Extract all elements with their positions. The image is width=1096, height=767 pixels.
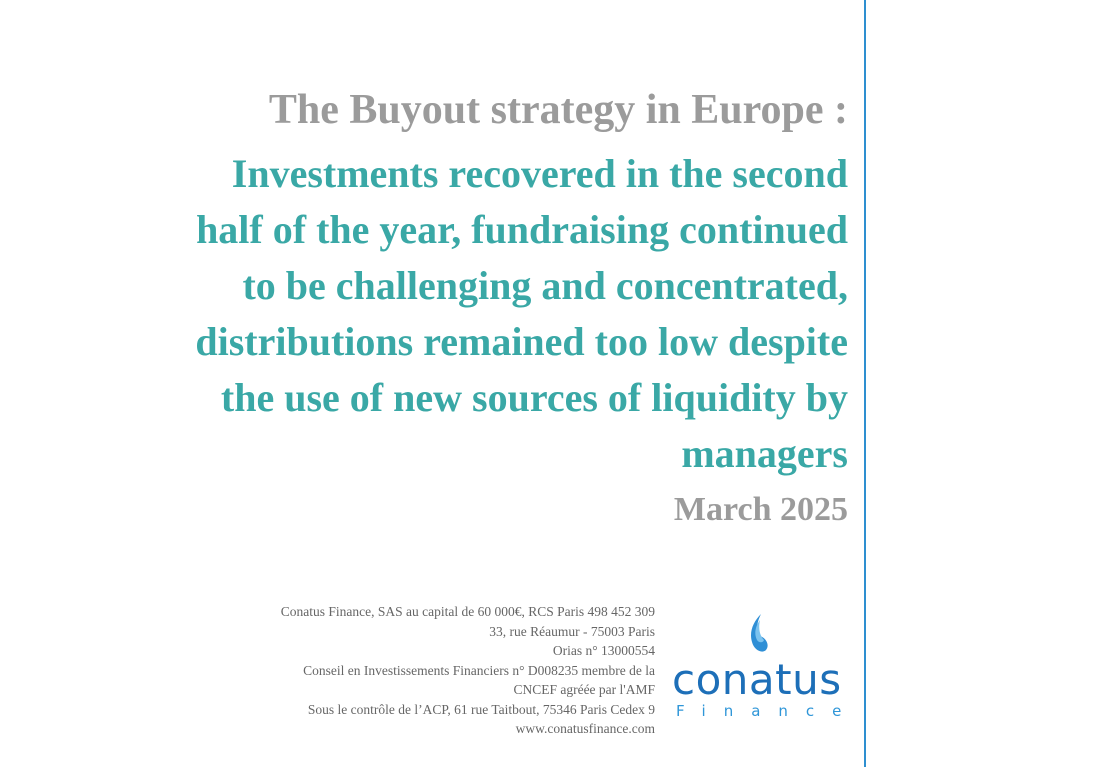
- logo-wordmark: conatus: [672, 655, 842, 704]
- legal-line: Sous le contrôle de l’ACP, 61 rue Taitbout, 75346 Paris Cedex 9: [307, 701, 655, 717]
- legal-line: CNCEF agréée par l'AMF: [513, 682, 655, 697]
- legal-line: Conseil en Investissements Financiers n° D008235 membre de la: [303, 662, 655, 678]
- title-block: [48, 82, 848, 534]
- subtitle-line: distributions remained too low despite: [195, 319, 848, 364]
- subtitle-line: to be challenging and concentrated,: [242, 263, 848, 308]
- website-link[interactable]: www.conatusfinance.com: [515, 721, 655, 736]
- subtitle: [48, 146, 848, 482]
- report-date: March 2025: [673, 491, 848, 528]
- subtitle-line: the use of new sources of liquidity by: [220, 375, 848, 420]
- subtitle-line: half of the year, fundraising continued: [196, 207, 848, 252]
- logo-subtitle: Finance: [676, 702, 860, 720]
- legal-notice: [175, 602, 655, 739]
- legal-line: 33, rue Réaumur - 75003 Paris: [489, 623, 655, 639]
- vertical-divider: [864, 0, 866, 767]
- legal-line: Conatus Finance, SAS au capital de 60 000€, RCS Paris 498 452 309: [280, 604, 655, 619]
- page-title: The Buyout strategy in Europe :: [268, 87, 848, 133]
- legal-line: Orias n° 13000554: [552, 643, 655, 658]
- conatus-logo: [672, 612, 860, 722]
- subtitle-line: Investments recovered in the second: [231, 151, 848, 196]
- subtitle-line: managers: [681, 431, 848, 476]
- flame-drop-icon: [744, 612, 772, 658]
